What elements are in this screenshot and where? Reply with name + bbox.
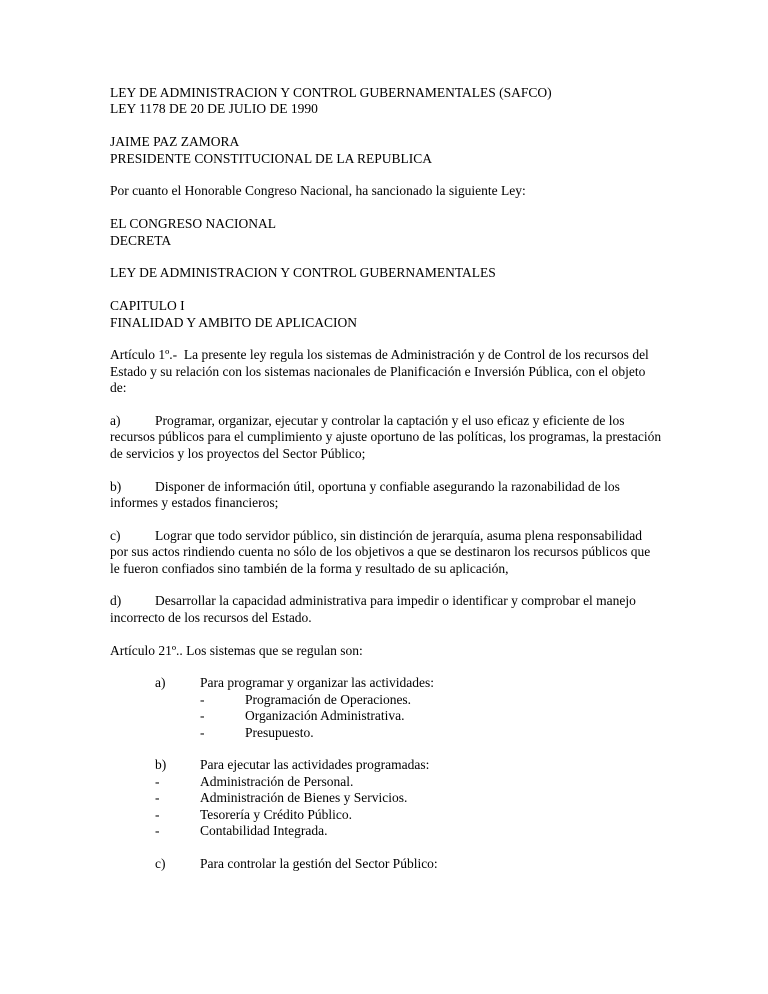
list-marker: - [155,806,160,822]
text-line [110,183,662,199]
line-text: Lograr que todo servidor público, sin distinción de jerarquía, asuma plena responsabilidad por sus actos rindiendo cuenta no sólo de los objetivos a que se destinaron los recursos públicos que le fueron confiados sino también de la forma y resultado de su aplicación, [110,527,651,576]
list-line [110,708,662,724]
line-text: Presupuesto. [245,724,314,740]
list-line [110,790,662,806]
list-marker: d) [110,593,122,609]
line-text: Para controlar la gestión del Sector Público: [200,855,438,871]
paragraph-block [110,479,662,512]
list-marker: - [200,691,205,707]
text-line [110,643,662,659]
list-marker: b) [110,478,122,494]
list-line [110,593,662,626]
list-line [110,675,662,691]
list-line [110,692,662,708]
list-marker: - [200,708,205,724]
line-text: CAPITULO I [110,298,185,314]
line-text: Desarrollar la capacidad administrativa para impedir o identificar y comprobar el manejo incorrecto de los recursos del Estado. [110,593,636,625]
list-line [110,856,662,872]
line-text: Para ejecutar las actividades programadas: [200,757,430,773]
paragraph-block [110,757,662,839]
paragraph-block [110,85,662,118]
document-content [110,85,662,872]
list-marker: - [155,823,160,839]
line-text: PRESIDENTE CONSTITUCIONAL DE LA REPUBLICA [110,150,432,166]
paragraph-block [110,643,662,659]
text-line [110,216,662,232]
list-line [110,725,662,741]
text-line [110,265,662,281]
line-text: Artículo 21º.. Los sistemas que se regulan son: [110,642,363,658]
line-text: Programación de Operaciones. [245,691,412,707]
list-line [110,757,662,773]
line-text: Administración de Bienes y Servicios. [200,790,408,806]
list-line [110,528,662,577]
list-marker: c) [155,855,166,871]
text-line [110,151,662,167]
paragraph-block [110,528,662,577]
list-marker: a) [155,675,166,691]
list-marker: - [155,773,160,789]
paragraph-block [110,413,662,462]
text-line [110,298,662,314]
text-line [110,233,662,249]
paragraph-block [110,216,662,249]
text-line [110,315,662,331]
line-text: LEY 1178 DE 20 DE JULIO DE 1990 [110,101,318,117]
paragraph-block [110,298,662,331]
paragraph-block [110,183,662,199]
line-text: Disponer de información útil, oportuna y confiable asegurando la razonabilidad de los informes y estados financieros; [110,478,620,511]
list-marker: b) [155,757,167,773]
line-text: LEY DE ADMINISTRACION Y CONTROL GUBERNAMENTALES [110,265,496,281]
list-line [110,774,662,790]
list-line [110,413,662,462]
line-text: Organización Administrativa. [245,708,405,724]
line-text: LEY DE ADMINISTRACION Y CONTROL GUBERNAMENTALES (SAFCO) [110,85,552,100]
paragraph-block [110,134,662,167]
list-marker: c) [110,527,121,543]
paragraph-block [110,347,662,396]
line-text: JAIME PAZ ZAMORA [110,134,240,150]
list-marker: - [155,790,160,806]
list-marker: - [200,724,205,740]
paragraph-block [110,675,662,741]
line-text: Por cuanto el Honorable Congreso Nacional, ha sancionado la siguiente Ley: [110,183,526,199]
text-line [110,101,662,117]
paragraph-block [110,593,662,626]
list-line [110,479,662,512]
text-line [110,85,662,101]
line-text: Artículo 1º.- La presente ley regula los sistemas de Administración y de Control de los recursos del Estado y su relación con los sistemas nacionales de Planificación e Inversión Pública, con el objeto de: [110,347,649,396]
paragraph-block [110,856,662,872]
line-text: Administración de Personal. [200,773,354,789]
list-line [110,807,662,823]
line-text: Para programar y organizar las actividades: [200,675,435,691]
line-text: Contabilidad Integrada. [200,823,328,839]
text-line [110,347,662,396]
text-line [110,134,662,150]
list-marker: a) [110,413,121,429]
line-text: Programar, organizar, ejecutar y controlar la captación y el uso eficaz y eficiente de los recursos públicos para el cumplimiento y ajuste oportuno de las políticas, los programas, la prestación de servicios y los proyectos del Sector Público; [110,413,662,461]
line-text: FINALIDAD Y AMBITO DE APLICACION [110,314,358,330]
list-line [110,823,662,839]
line-text: Tesorería y Crédito Público. [200,806,353,822]
paragraph-block [110,265,662,281]
line-text: EL CONGRESO NACIONAL [110,216,276,232]
line-text: DECRETA [110,232,172,248]
